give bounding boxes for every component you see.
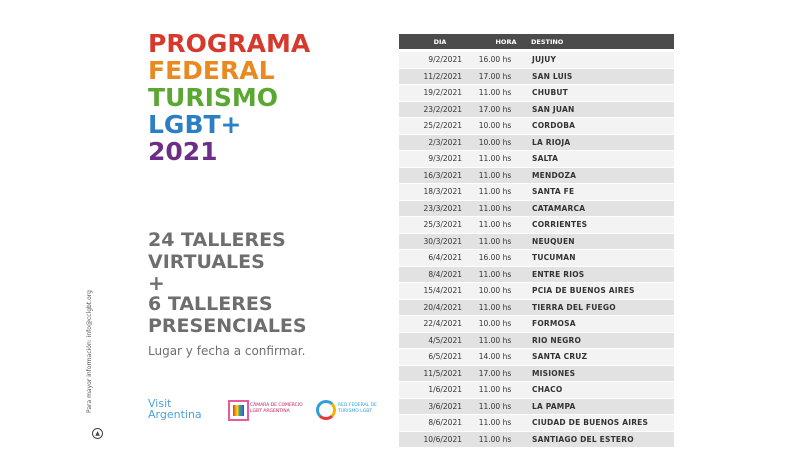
- header-destino: DESTINO: [531, 37, 564, 46]
- table-row: [399, 69, 674, 86]
- cell-hora: 11.00 hs: [478, 154, 512, 164]
- cell-dia: 6/4/2021: [428, 253, 462, 263]
- cell-destino: JUJUY: [532, 55, 557, 65]
- cell-destino: ENTRE RIOS: [532, 269, 585, 279]
- table-row: [399, 217, 674, 234]
- cell-destino: SAN LUIS: [532, 71, 573, 81]
- workshops-note: Lugar y fecha a confirmar.: [148, 344, 306, 358]
- title-line-4: LGBT+: [148, 110, 242, 139]
- cell-destino: SANTA CRUZ: [532, 352, 588, 362]
- camara-text: CÁMARA DE COMERCIO LGBT ARGENTINA: [250, 403, 303, 414]
- cell-hora: 17.00 hs: [478, 104, 512, 114]
- table-row: [399, 349, 674, 366]
- workshops-line-4: PRESENCIALES: [148, 315, 307, 337]
- cell-dia: 20/4/2021: [423, 302, 462, 312]
- cell-hora: 11.00 hs: [478, 203, 512, 213]
- red-federal-logo: [316, 400, 386, 424]
- table-row: [399, 316, 674, 333]
- cell-hora: 11.00 hs: [478, 418, 512, 428]
- cell-dia: 10/6/2021: [423, 434, 462, 444]
- workshops-plus: +: [148, 271, 165, 295]
- cell-hora: 10.00 hs: [478, 137, 512, 147]
- cell-dia: 30/3/2021: [423, 236, 462, 246]
- cell-hora: 11.00 hs: [478, 401, 512, 411]
- cell-destino: RIO NEGRO: [532, 335, 582, 345]
- table-row: [399, 201, 674, 218]
- cell-dia: 23/3/2021: [423, 203, 462, 213]
- cell-dia: 23/2/2021: [423, 104, 462, 114]
- circle-up-icon: ▲: [92, 428, 103, 439]
- cell-hora: 11.00 hs: [478, 187, 512, 197]
- cell-hora: 11.00 hs: [478, 434, 512, 444]
- visit-argentina-logo: [148, 398, 202, 420]
- table-row: [399, 333, 674, 350]
- contact-text: Para mayor información: info@cclgbt.org: [86, 290, 93, 413]
- table-row: [399, 366, 674, 383]
- table-row: [399, 300, 674, 317]
- cell-destino: CORRIENTES: [532, 220, 588, 230]
- cell-destino: SALTA: [532, 154, 559, 164]
- cell-destino: CHUBUT: [532, 88, 568, 98]
- cell-destino: SANTA FE: [532, 187, 575, 197]
- cell-dia: 22/4/2021: [423, 319, 462, 329]
- cell-destino: MISIONES: [532, 368, 576, 378]
- cell-destino: PCIA DE BUENOS AIRES: [532, 286, 635, 296]
- cell-dia: 25/2/2021: [423, 121, 462, 131]
- cell-dia: 9/3/2021: [428, 154, 462, 164]
- workshops-line-2: VIRTUALES: [148, 251, 265, 273]
- schedule-table: [399, 34, 674, 448]
- table-header: [399, 34, 674, 49]
- cell-destino: FORMOSA: [532, 319, 576, 329]
- cell-hora: 11.00 hs: [478, 302, 512, 312]
- table-row: [399, 118, 674, 135]
- cell-destino: TIERRA DEL FUEGO: [532, 302, 616, 312]
- cell-dia: 2/3/2021: [428, 137, 462, 147]
- table-row: [399, 234, 674, 251]
- table-row: [399, 267, 674, 284]
- cell-dia: 16/3/2021: [423, 170, 462, 180]
- cell-dia: 4/5/2021: [428, 335, 462, 345]
- table-body: [399, 52, 674, 448]
- cell-hora: 17.00 hs: [478, 71, 512, 81]
- cell-dia: 8/4/2021: [428, 269, 462, 279]
- cell-destino: LA RIOJA: [532, 137, 571, 147]
- cell-destino: CATAMARCA: [532, 203, 586, 213]
- ring-icon: [316, 400, 336, 420]
- cell-dia: 19/2/2021: [423, 88, 462, 98]
- cell-destino: CORDOBA: [532, 121, 576, 131]
- title-line-5: 2021: [148, 137, 218, 166]
- cell-dia: 6/5/2021: [428, 352, 462, 362]
- side-contact: [80, 290, 104, 415]
- table-row: [399, 184, 674, 201]
- cell-dia: 9/2/2021: [428, 55, 462, 65]
- cell-hora: 11.00 hs: [478, 335, 512, 345]
- table-row: [399, 168, 674, 185]
- red-federal-text: RED FEDERAL DE TURISMO LGBT: [338, 403, 377, 414]
- cell-hora: 10.00 hs: [478, 286, 512, 296]
- cell-destino: NEUQUEN: [532, 236, 575, 246]
- table-row: [399, 151, 674, 168]
- cell-hora: 11.00 hs: [478, 170, 512, 180]
- table-row: [399, 85, 674, 102]
- table-row: [399, 102, 674, 119]
- cell-hora: 11.00 hs: [478, 269, 512, 279]
- program-title: [148, 30, 310, 165]
- cell-hora: 10.00 hs: [478, 319, 512, 329]
- table-row: [399, 415, 674, 432]
- cell-destino: SAN JUAN: [532, 104, 575, 114]
- table-row: [399, 283, 674, 300]
- cell-dia: 11/5/2021: [423, 368, 462, 378]
- table-row: [399, 399, 674, 416]
- workshops-line-1: 24 TALLERES: [148, 229, 286, 251]
- cell-dia: 1/6/2021: [428, 385, 462, 395]
- cell-dia: 11/2/2021: [423, 71, 462, 81]
- cell-destino: LA PAMPA: [532, 401, 576, 411]
- workshops-summary: [148, 229, 307, 359]
- cell-destino: CHACO: [532, 385, 563, 395]
- argentina-text: Argentina: [148, 408, 202, 421]
- cell-dia: 8/6/2021: [428, 418, 462, 428]
- cell-destino: SANTIAGO DEL ESTERO: [532, 434, 634, 444]
- header-dia: DIA: [433, 37, 447, 46]
- cell-dia: 25/3/2021: [423, 220, 462, 230]
- cell-hora: 14.00 hs: [478, 352, 512, 362]
- cell-destino: CIUDAD DE BUENOS AIRES: [532, 418, 649, 428]
- workshops-line-3: 6 TALLERES: [148, 293, 273, 315]
- cell-hora: 10.00 hs: [478, 121, 512, 131]
- cell-hora: 11.00 hs: [478, 220, 512, 230]
- cell-dia: 18/3/2021: [423, 187, 462, 197]
- header-hora: HORA: [495, 37, 517, 46]
- cell-dia: 15/4/2021: [423, 286, 462, 296]
- cell-destino: MENDOZA: [532, 170, 577, 180]
- visit-text: Visit: [148, 397, 172, 410]
- title-line-2: FEDERAL: [148, 56, 275, 85]
- table-row: [399, 135, 674, 152]
- table-row: [399, 432, 674, 449]
- cell-hora: 11.00 hs: [478, 385, 512, 395]
- cell-hora: 11.00 hs: [478, 236, 512, 246]
- cell-hora: 11.00 hs: [478, 88, 512, 98]
- table-row: [399, 52, 674, 69]
- rainbow-square-icon: [228, 400, 249, 421]
- cell-dia: 3/6/2021: [428, 401, 462, 411]
- title-line-3: TURISMO: [148, 83, 279, 112]
- cell-hora: 16.00 hs: [478, 55, 512, 65]
- sponsor-logos: [148, 398, 378, 428]
- cell-hora: 16.00 hs: [478, 253, 512, 263]
- cell-hora: 17.00 hs: [478, 368, 512, 378]
- title-line-1: PROGRAMA: [148, 29, 311, 58]
- table-row: [399, 250, 674, 267]
- table-row: [399, 382, 674, 399]
- cell-destino: TUCUMAN: [532, 253, 576, 263]
